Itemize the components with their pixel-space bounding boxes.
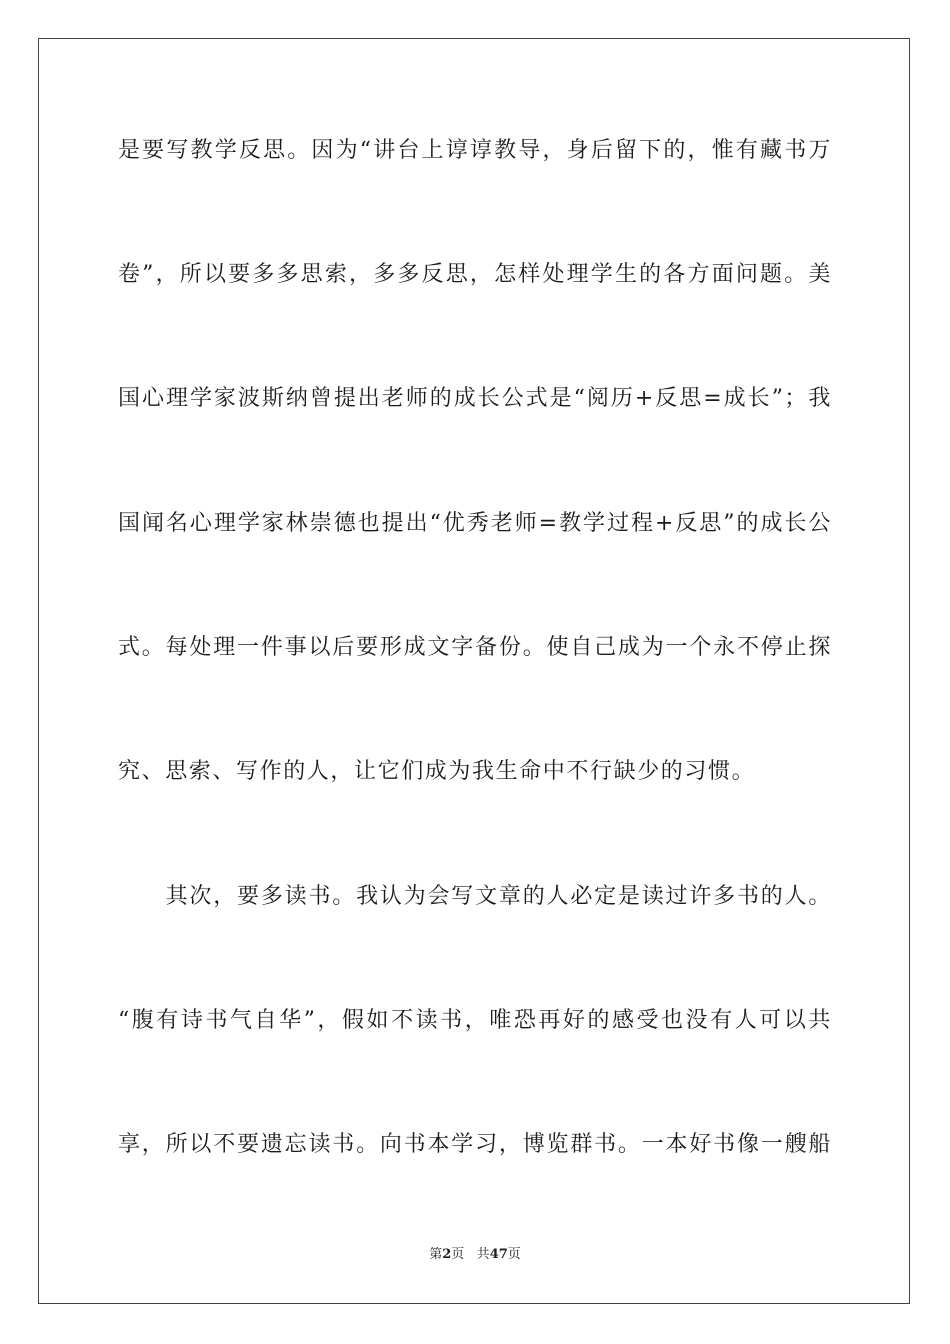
footer-page-number: 2: [442, 1247, 452, 1262]
body-line-6: 究、思索、写作的人，让它们成为我生命中不行缺少的习惯。: [118, 759, 756, 784]
body-line-2: 卷”，所以要多多思索，多多反思，怎样处理学生的各方面问题。美: [118, 262, 832, 287]
body-line-3: 国心理学家波斯纳曾提出老师的成长公式是“阅历+反思=成长”；我: [118, 386, 832, 411]
footer-total-pages: 47: [489, 1247, 508, 1262]
body-line-4: 国闻名心理学家林崇德也提出“优秀老师=教学过程+反思”的成长公: [118, 511, 832, 536]
footer-page-suffix: 页: [451, 1247, 465, 1262]
page-footer: [0, 1246, 950, 1264]
body-line-5: 式。每处理一件事以后要形成文字备份。使自己成为一个永不停止探: [118, 635, 832, 660]
body-line-8: “腹有诗书气自华”，假如不读书，唯恐再好的感受也没有人可以共: [118, 1008, 832, 1033]
footer-total-prefix: 共: [476, 1247, 490, 1262]
body-line-7: 其次，要多读书。我认为会写文章的人必定是读过许多书的人。: [118, 884, 832, 909]
footer-total-suffix: 页: [507, 1247, 521, 1262]
page-border: [38, 38, 910, 1304]
body-line-9: 享，所以不要遗忘读书。向书本学习，博览群书。一本好书像一艘船: [118, 1132, 832, 1157]
footer-page-prefix: 第: [429, 1247, 443, 1262]
body-line-1: 是要写教学反思。因为“讲台上谆谆教导，身后留下的，惟有藏书万: [118, 138, 832, 163]
